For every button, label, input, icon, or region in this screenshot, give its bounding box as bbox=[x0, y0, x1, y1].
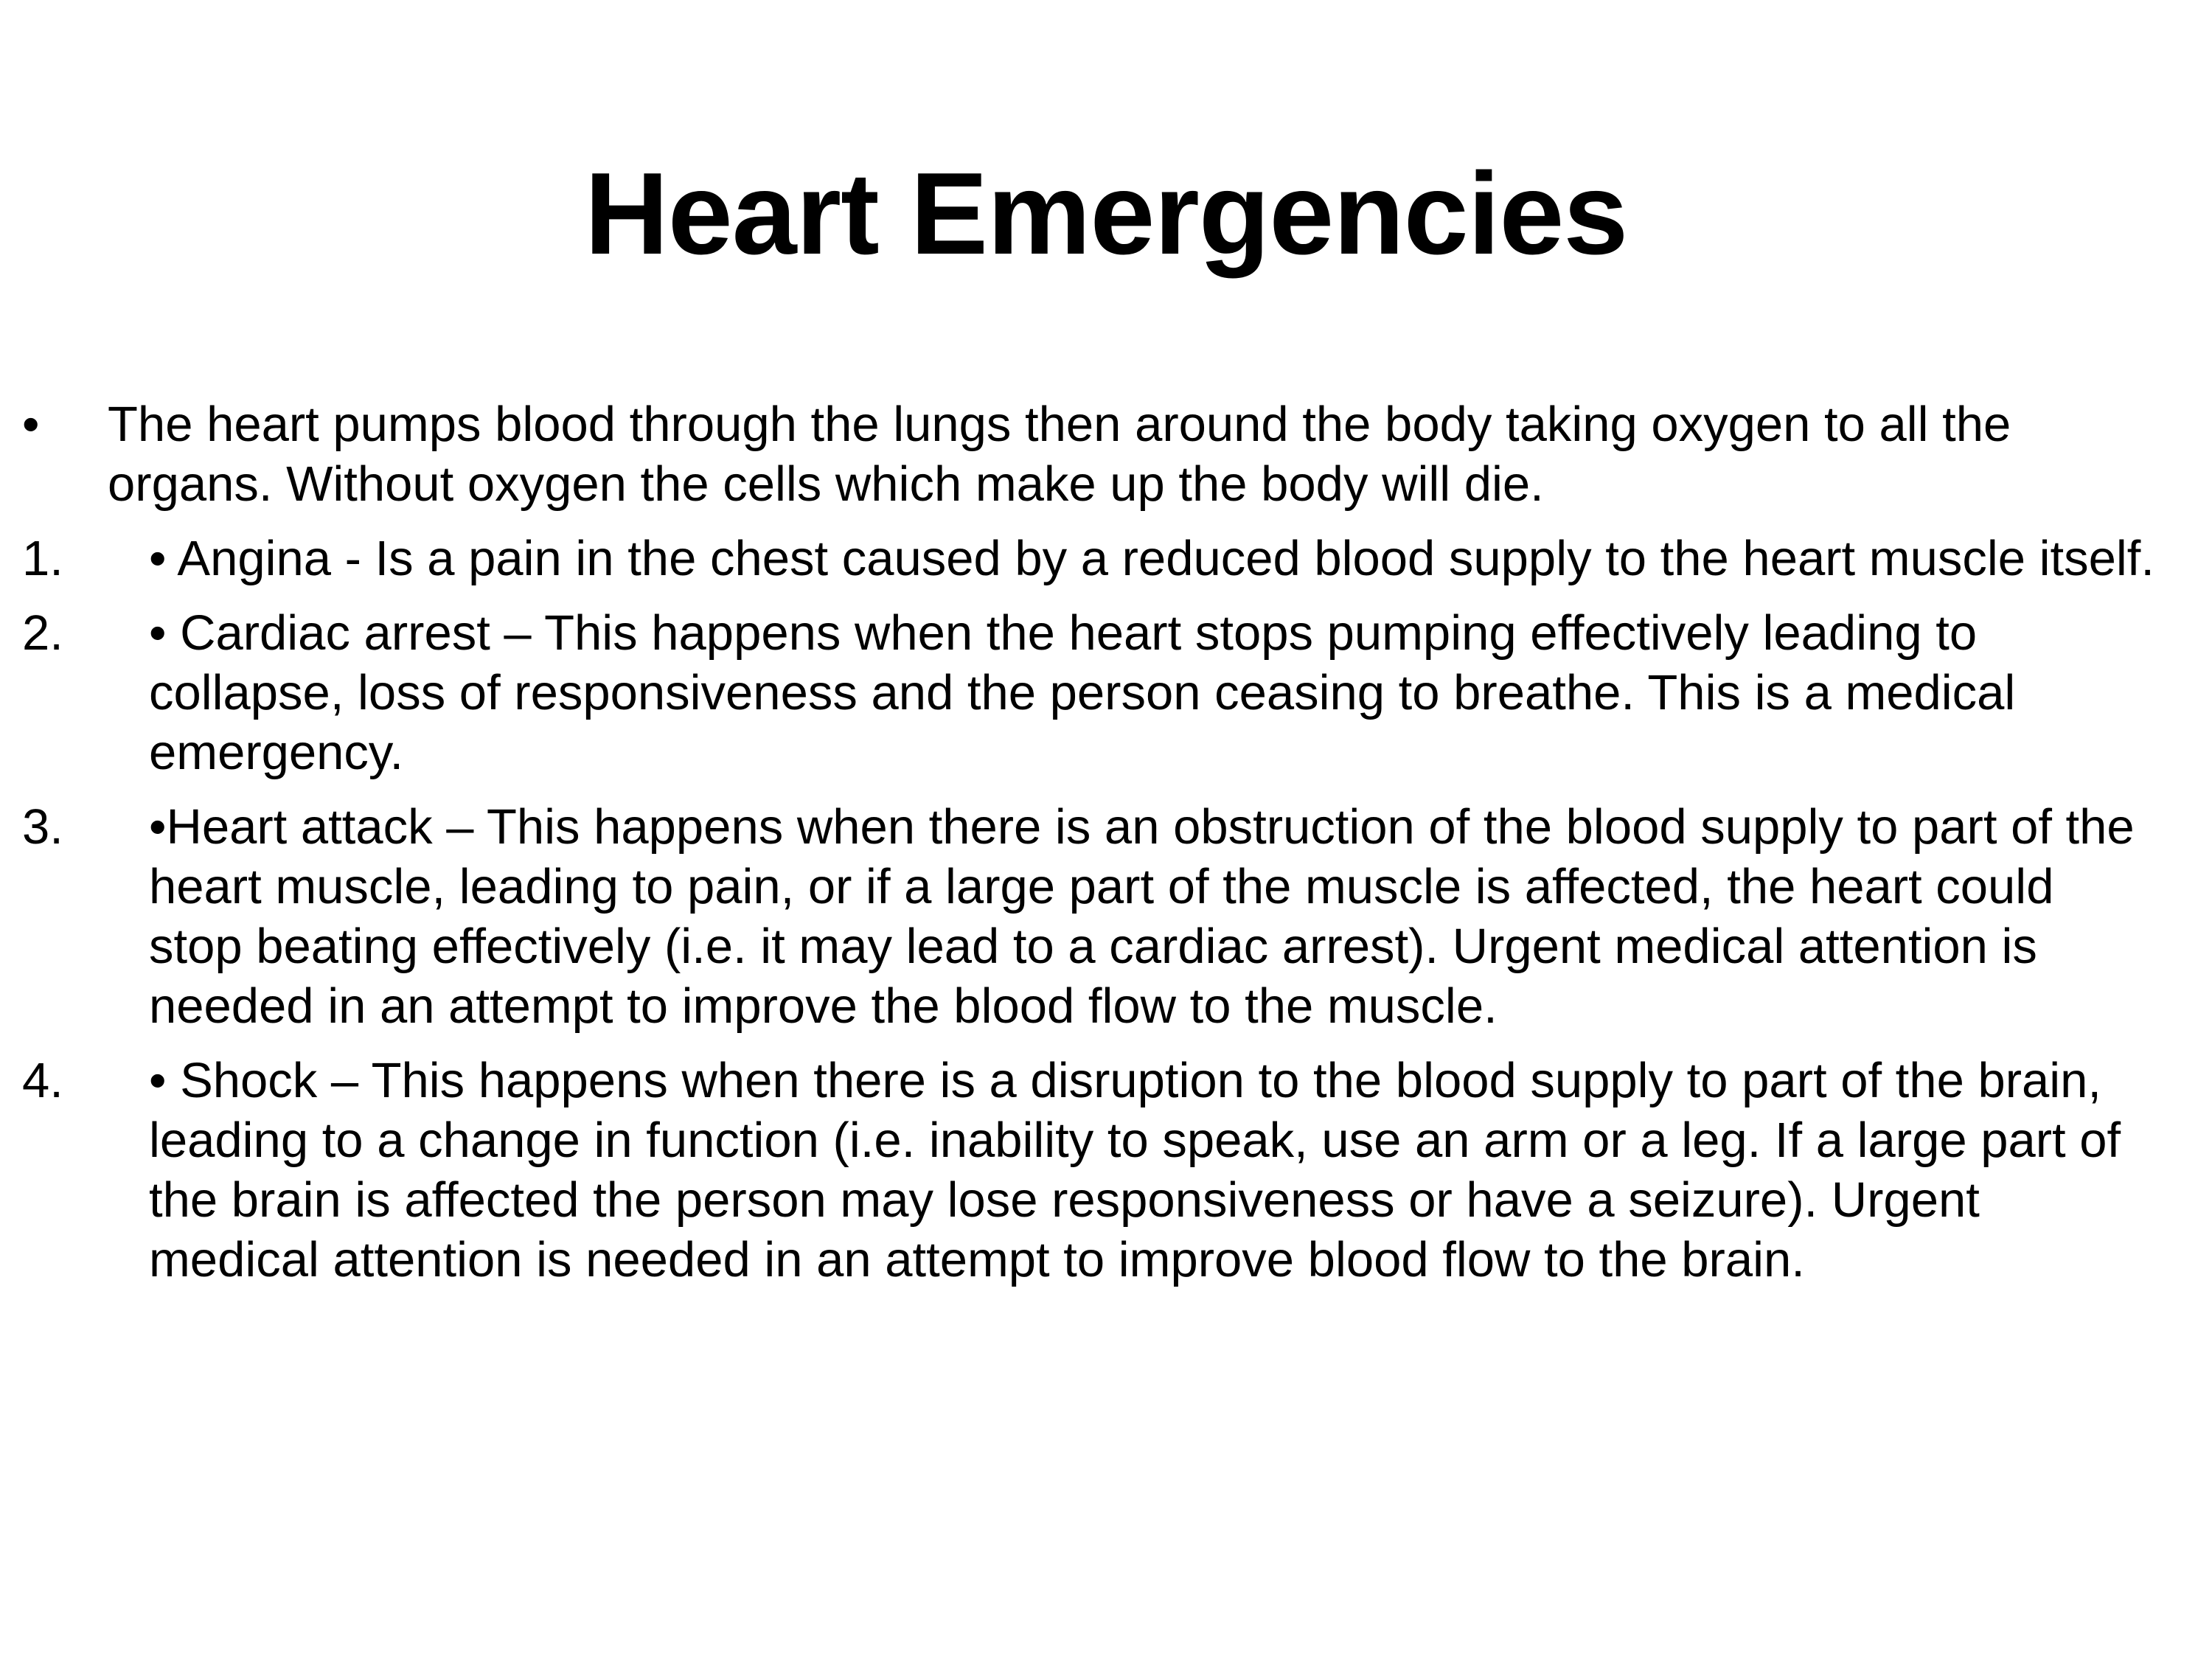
list-item-text: • Angina - Is a pain in the chest caused by a reduced blood supply to the heart muscle itself. bbox=[149, 531, 2154, 586]
list-number: 1. bbox=[22, 531, 63, 586]
list-item-text: •Heart attack – This happens when there is an obstruction of the blood supply to part of the heart muscle, leading to pain, or if a large part of the muscle is affected, the heart could stop beating effectively (i.e. it may lead to a cardiac arrest). Urgent medical attention is needed in an attempt to improve the blood flow to the muscle. bbox=[149, 799, 2135, 1034]
list-item-cardiac-arrest bbox=[22, 603, 2160, 782]
list-item-shock bbox=[22, 1051, 2160, 1290]
list-number: 2. bbox=[22, 605, 63, 661]
slide-title: Heart Emergencies bbox=[584, 149, 1628, 279]
list-item-heart-attack bbox=[22, 797, 2160, 1036]
list-item-angina bbox=[22, 529, 2160, 588]
bullet-marker: • bbox=[22, 397, 40, 452]
list-item-text: • Shock – This happens when there is a disruption to the blood supply to part of the brain, leading to a change in function (i.e. inability to speak, use an arm or a leg. If a large part of the brain is affected the person may lose responsiveness or have a seizure). Urgent medical attention is needed in an attempt to improve blood flow to the brain. bbox=[149, 1053, 2121, 1287]
intro-paragraph bbox=[22, 394, 2160, 514]
list-item-text: • Cardiac arrest – This happens when the heart stops pumping effectively leading to collapse, loss of responsiveness and the person ceasing to breathe. This is a medical emergency. bbox=[149, 605, 2016, 780]
slide-body bbox=[22, 394, 2160, 1304]
list-number: 4. bbox=[22, 1053, 63, 1108]
list-number: 3. bbox=[22, 799, 63, 855]
intro-text: The heart pumps blood through the lungs then around the body taking oxygen to all the organs. Without oxygen the cells which make up the body will die. bbox=[108, 397, 2011, 512]
